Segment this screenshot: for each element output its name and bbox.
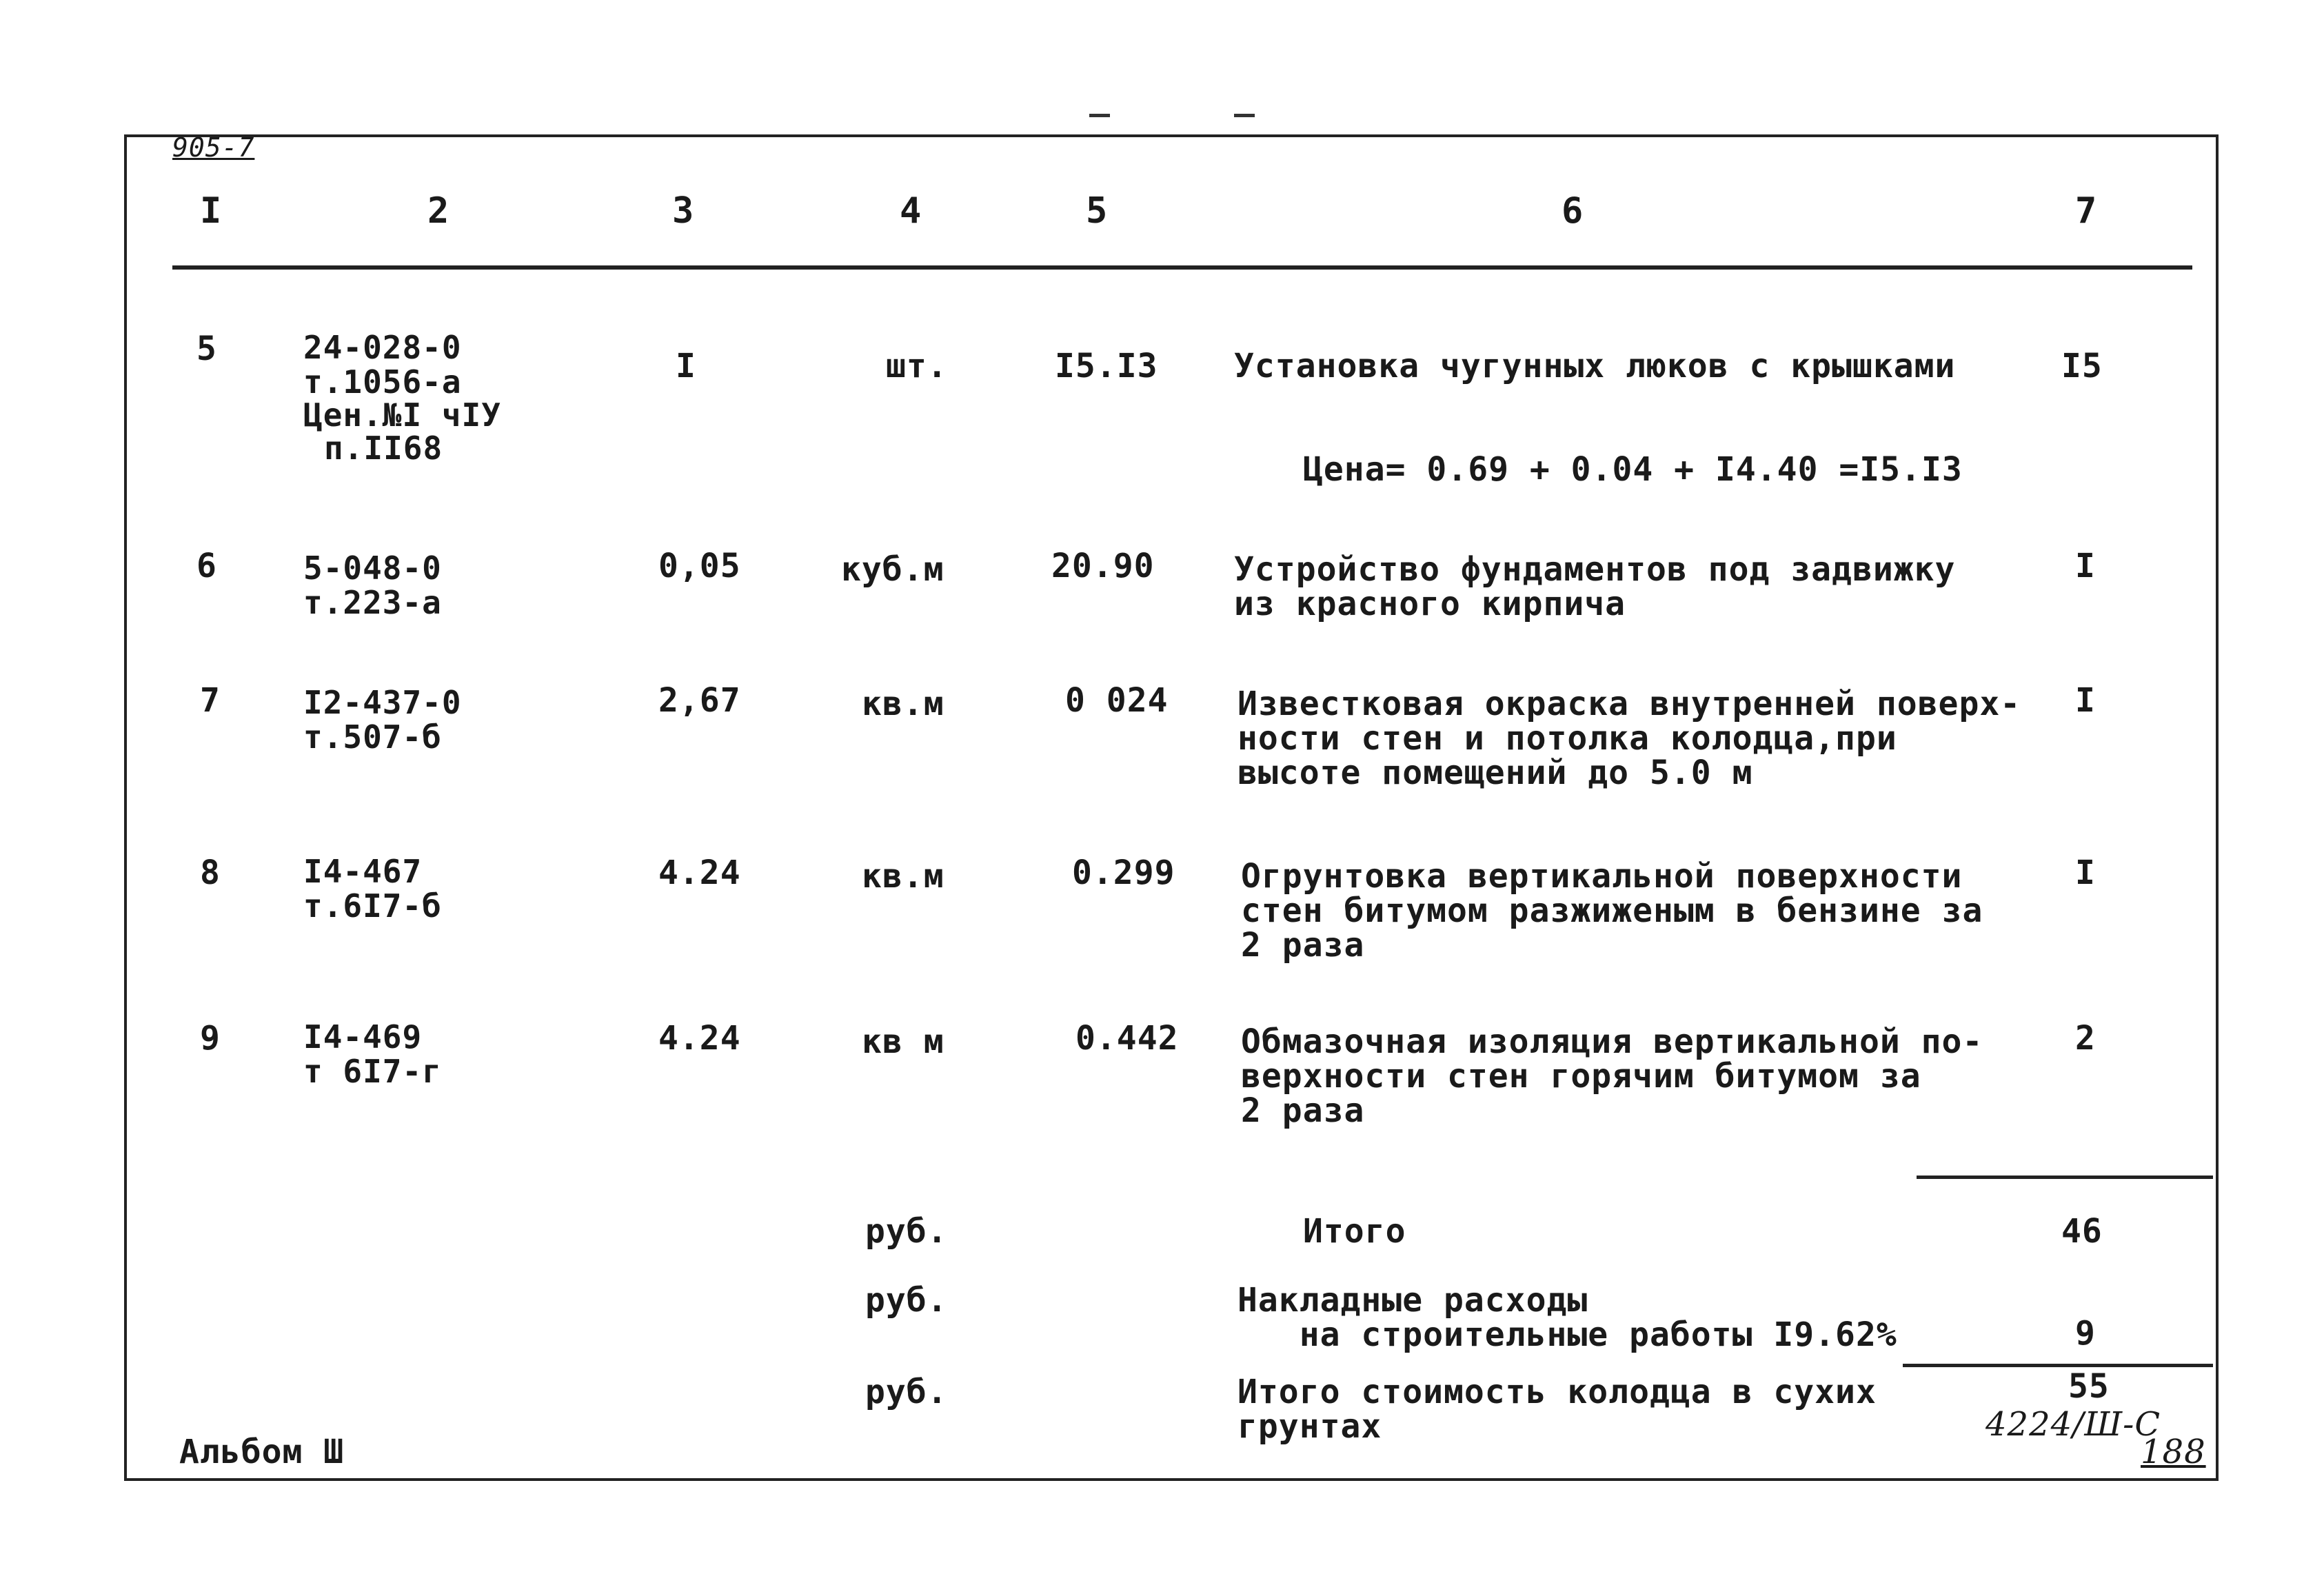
row-qty: I	[676, 347, 696, 385]
col-header-1: I	[200, 190, 223, 232]
page-number: 188	[2141, 1433, 2206, 1471]
row-unit: кв м	[862, 1022, 944, 1061]
row-unit: шт.	[886, 347, 948, 385]
row-description-line: высоте помещений до 5.0 м	[1237, 754, 1753, 792]
row-code-line: 24-028-0	[303, 329, 462, 366]
col-header-6: 6	[1562, 190, 1584, 232]
summary-label-line: на строительные работы I9.62%	[1237, 1315, 1897, 1354]
row-qty: 4.24	[658, 1019, 741, 1058]
col-header-3: 3	[672, 190, 695, 232]
header-rule	[172, 265, 2192, 270]
row-code-line: т 6I7-г	[303, 1053, 442, 1090]
row-description-line: Установка чугунных люков с крышками	[1234, 347, 1956, 385]
summary-unit: руб.	[865, 1373, 948, 1411]
row-number: 5	[196, 330, 217, 368]
row-number: 9	[200, 1019, 221, 1058]
summary-value: 55	[2068, 1367, 2110, 1406]
row-price-formula: Цена= 0.69 + 0.04 + I4.40 =I5.I3	[1303, 450, 1963, 489]
summary-value: 9	[2075, 1314, 2096, 1353]
row-code-line: т.1056-а	[303, 363, 462, 401]
row-description-line: 2 раза	[1241, 926, 1365, 965]
summary-label-line: Итого	[1303, 1212, 1406, 1251]
col-header-4: 4	[900, 190, 922, 232]
row-description-line: ности стен и потолка колодца,при	[1237, 719, 1897, 758]
row-total: I	[2075, 854, 2096, 892]
row-description-line: Огрунтовка вертикальной поверхности	[1241, 857, 1963, 896]
top-dash	[1089, 114, 1110, 117]
summary-label-line: Накладные расходы	[1237, 1281, 1588, 1320]
row-code-line: I4-469	[303, 1018, 423, 1056]
row-description-line: Обмазочная изоляция вертикальной по-	[1241, 1022, 1983, 1061]
row-price: 20.90	[1051, 547, 1155, 585]
row-code-line: Цен.№I чIУ	[303, 396, 501, 434]
total-rule	[1917, 1176, 2213, 1179]
row-number: 7	[200, 681, 221, 720]
row-number: 6	[196, 547, 217, 585]
row-unit: кв.м	[862, 685, 944, 723]
col-header-5: 5	[1086, 190, 1109, 232]
row-code-line: I4-467	[303, 853, 423, 890]
row-code-line: т.507-б	[303, 718, 442, 756]
row-total: I	[2075, 681, 2096, 720]
row-total: I	[2075, 547, 2096, 585]
row-unit: кв.м	[862, 857, 944, 896]
row-code-line: т.6I7-б	[303, 887, 442, 925]
top-dash	[1234, 114, 1255, 117]
row-price: 0.299	[1072, 854, 1175, 892]
row-description-line: Устройство фундаментов под задвижку	[1234, 550, 1956, 589]
doc-number: 905-7	[172, 132, 255, 163]
row-code-line: I2-437-0	[303, 684, 462, 721]
summary-label-line: грунтах	[1237, 1407, 1382, 1446]
summary-label-line: Итого стоимость колодца в сухих	[1237, 1373, 1877, 1411]
summary-value: 46	[2061, 1212, 2103, 1251]
row-price: 0 024	[1065, 681, 1169, 720]
summary-unit: руб.	[865, 1212, 948, 1251]
col-header-2: 2	[427, 190, 450, 232]
album-label: Альбом Ш	[179, 1433, 345, 1471]
row-description-line: 2 раза	[1241, 1091, 1365, 1130]
row-code-line: 5-048-0	[303, 549, 442, 587]
grand-total-rule	[1903, 1364, 2213, 1367]
row-qty: 4.24	[658, 854, 741, 892]
row-unit: куб.м	[841, 550, 944, 589]
row-description-line: стен битумом разжиженым в бензине за	[1241, 891, 1983, 930]
row-description-line: верхности стен горячим битумом за	[1241, 1057, 1921, 1096]
row-qty: 0,05	[658, 547, 741, 585]
row-description-line: Известковая окраска внутренней поверх-	[1237, 685, 2021, 723]
row-code-line: т.223-а	[303, 584, 442, 621]
row-price: 0.442	[1075, 1019, 1179, 1058]
row-number: 8	[200, 854, 221, 892]
row-price: I5.I3	[1055, 347, 1158, 385]
stamp-number: 4224/Ш-С	[1985, 1405, 2161, 1444]
row-total: 2	[2075, 1019, 2096, 1058]
row-code-line: п.II68	[324, 430, 443, 467]
row-qty: 2,67	[658, 681, 741, 720]
summary-unit: руб.	[865, 1281, 948, 1320]
row-total: I5	[2061, 347, 2103, 385]
row-description-line: из красного кирпича	[1234, 585, 1626, 623]
col-header-7: 7	[2075, 190, 2098, 232]
